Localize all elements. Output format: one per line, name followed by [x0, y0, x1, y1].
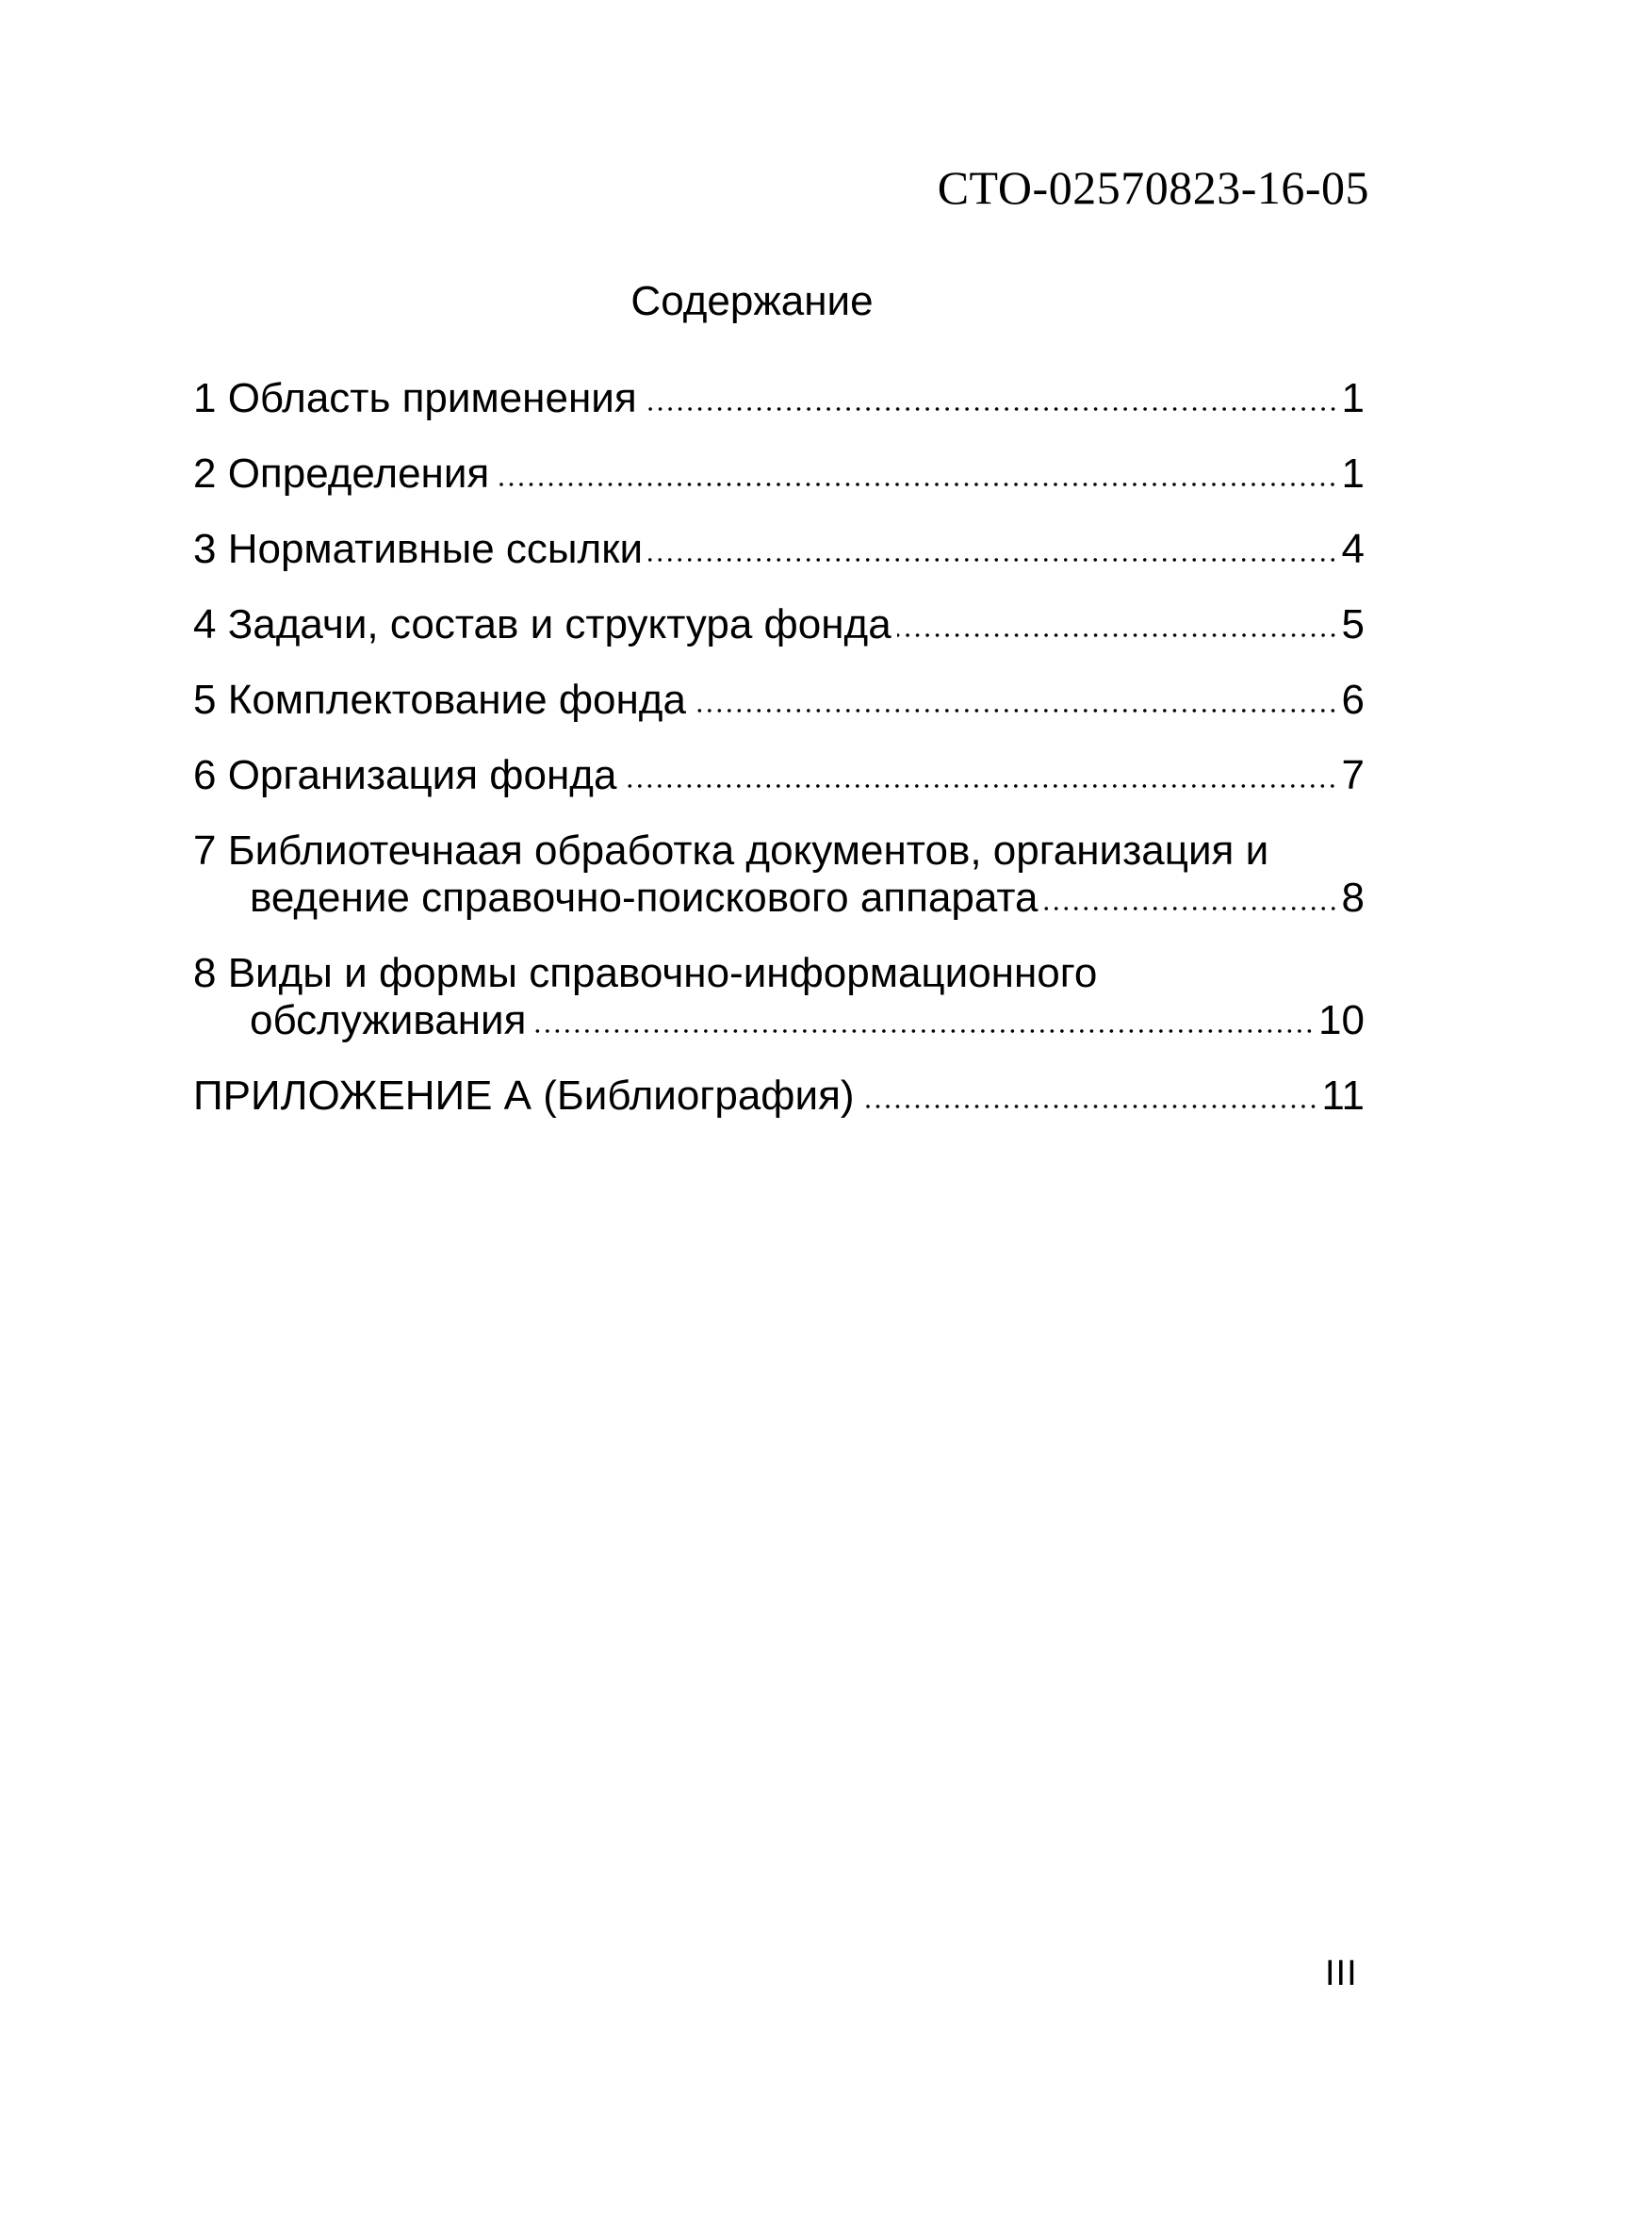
toc-entry-title: 5 Комплектование фонда [193, 677, 686, 723]
toc-entry-title: 3 Нормативные ссылки [193, 526, 644, 572]
toc-entry-page: 1 [1341, 375, 1365, 421]
toc-entry-page: 6 [1341, 677, 1365, 723]
dot-leader [692, 708, 1338, 713]
toc-entry-page: 8 [1341, 875, 1365, 921]
toc-entry-title-continued: обслуживания [250, 997, 527, 1043]
document-code: СТО-02570823-16-05 [937, 161, 1369, 214]
page-number: III [1325, 1954, 1358, 1993]
toc-entry-page: 7 [1341, 752, 1365, 798]
toc-entry-title: 8 Виды и формы справочно-информационного [193, 950, 1098, 996]
toc-entry-title-continued: ведение справочно-поискового аппарата [250, 875, 1039, 921]
toc-entry-1 [193, 375, 1365, 422]
toc-entry-6 [193, 752, 1365, 799]
toc-entry-page: 10 [1318, 997, 1365, 1043]
toc-entry-page: 1 [1341, 451, 1365, 497]
dot-leader [532, 1028, 1315, 1034]
table-of-contents [193, 375, 1365, 1148]
dot-leader [622, 783, 1337, 789]
dot-leader [860, 1104, 1318, 1109]
dot-leader [897, 632, 1338, 638]
toc-title: Содержание [630, 278, 874, 324]
toc-entry-7 [193, 827, 1365, 922]
toc-entry-title: 2 Определения [193, 451, 490, 497]
toc-entry-title: 1 Область применения [193, 375, 637, 421]
toc-entry-title: 4 Задачи, состав и структура фонда [193, 601, 891, 647]
toc-entry-title: 7 Библиотечнаая обработка документов, организация и [193, 827, 1269, 874]
toc-entry-3 [193, 526, 1365, 573]
toc-entry-4 [193, 601, 1365, 648]
dot-leader [648, 557, 1337, 563]
toc-entry-page: 5 [1341, 601, 1365, 647]
toc-entry-2 [193, 451, 1365, 498]
toc-entry-page: 11 [1321, 1073, 1365, 1119]
dot-leader [495, 482, 1337, 487]
toc-entry-5 [193, 677, 1365, 724]
dot-leader [643, 406, 1338, 412]
toc-entry-title: 6 Организация фонда [193, 752, 617, 798]
toc-entry-page: 4 [1341, 526, 1365, 572]
dot-leader [1044, 906, 1338, 911]
toc-entry-title: ПРИЛОЖЕНИЕ А (Библиография) [193, 1073, 855, 1119]
toc-entry-appendix-a [193, 1073, 1365, 1120]
toc-entry-8 [193, 950, 1365, 1044]
